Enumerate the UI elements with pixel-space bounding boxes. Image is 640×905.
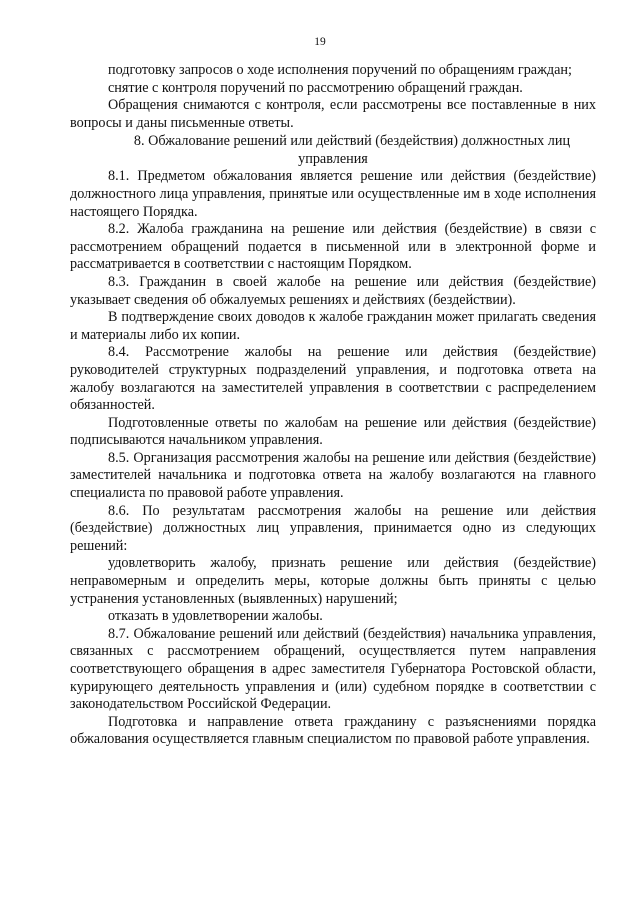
paragraph: 8.4. Рассмотрение жалобы на решение или действия (бездействие) руководителей структурных подразделений управления, и подготовка ответа на жалобу возлагаются на заместителей управления в соответствии с распределением обязанностей. xyxy=(70,344,596,414)
paragraph: удовлетворить жалобу, признать решение или действия (бездействие) неправомерным и определить меры, которые должны быть приняты с целью устранения установленных (выявленных) нарушений; xyxy=(70,555,596,607)
paragraph: подготовку запросов о ходе исполнения поручений по обращениям граждан; xyxy=(108,62,572,78)
paragraph: Подготовленные ответы по жалобам на решение или действия (бездействие) подписываются начальником управления. xyxy=(70,414,596,449)
paragraph: 8.7. Обжалование решений или действий (бездействия) начальника управления, связанных с рассмотрением обращений, осуществляется путем направления соответствующего обращения в адрес заместителя Губернатора Ростовской области, курирующего деятельность управления и (или) судебном порядке в соответствии с законодательством Российской Федерации. xyxy=(70,625,596,713)
paragraph: 8.3. Гражданин в своей жалобе на решение или действия (бездействие) указывает сведения об обжалуемых решениях и действиях (бездействии). xyxy=(70,273,596,308)
section-title: 8. Обжалование решений или действий (бездействия) должностных лиц управления xyxy=(133,133,571,168)
paragraph: В подтверждение своих доводов к жалобе гражданин может прилагать сведения и материалы либо их копии. xyxy=(70,309,596,343)
paragraph: 8.5. Организация рассмотрения жалобы на решение или действия (бездействие) заместителей начальника и подготовка ответа на жалобу возлагаются на главного специалиста по правовой работе управления. xyxy=(70,449,596,502)
paragraph: Подготовка и направление ответа гражданину с разъяснениями порядка обжалования осуществляется главным специалистом по правовой работе управления. xyxy=(70,713,596,748)
paragraph: 8.6. По результатам рассмотрения жалобы на решение или действия (бездействие) должностных лиц управления, принимается одно из следующих решений: xyxy=(70,502,596,554)
page-number: 19 xyxy=(314,36,326,48)
paragraph: Обращения снимаются с контроля, если рассмотрены все поставленные в них вопросы и даны письменные ответы. xyxy=(70,97,596,131)
paragraph: 8.1. Предметом обжалования является решение или действия (бездействие) должностного лица управления, принятые или осуществленные им в ходе исполнения настоящего Порядка. xyxy=(70,168,596,220)
paragraph: отказать в удовлетворении жалобы. xyxy=(108,608,323,625)
paragraph: снятие с контроля поручений по рассмотрению обращений граждан. xyxy=(108,79,523,96)
paragraph: 8.2. Жалоба гражданина на решение или действия (бездействие) в связи с рассмотрением обращений подается в письменной или в электронной форме и рассматривается в соответствии с настоящим Порядком. xyxy=(70,221,596,273)
document-body xyxy=(70,62,596,749)
